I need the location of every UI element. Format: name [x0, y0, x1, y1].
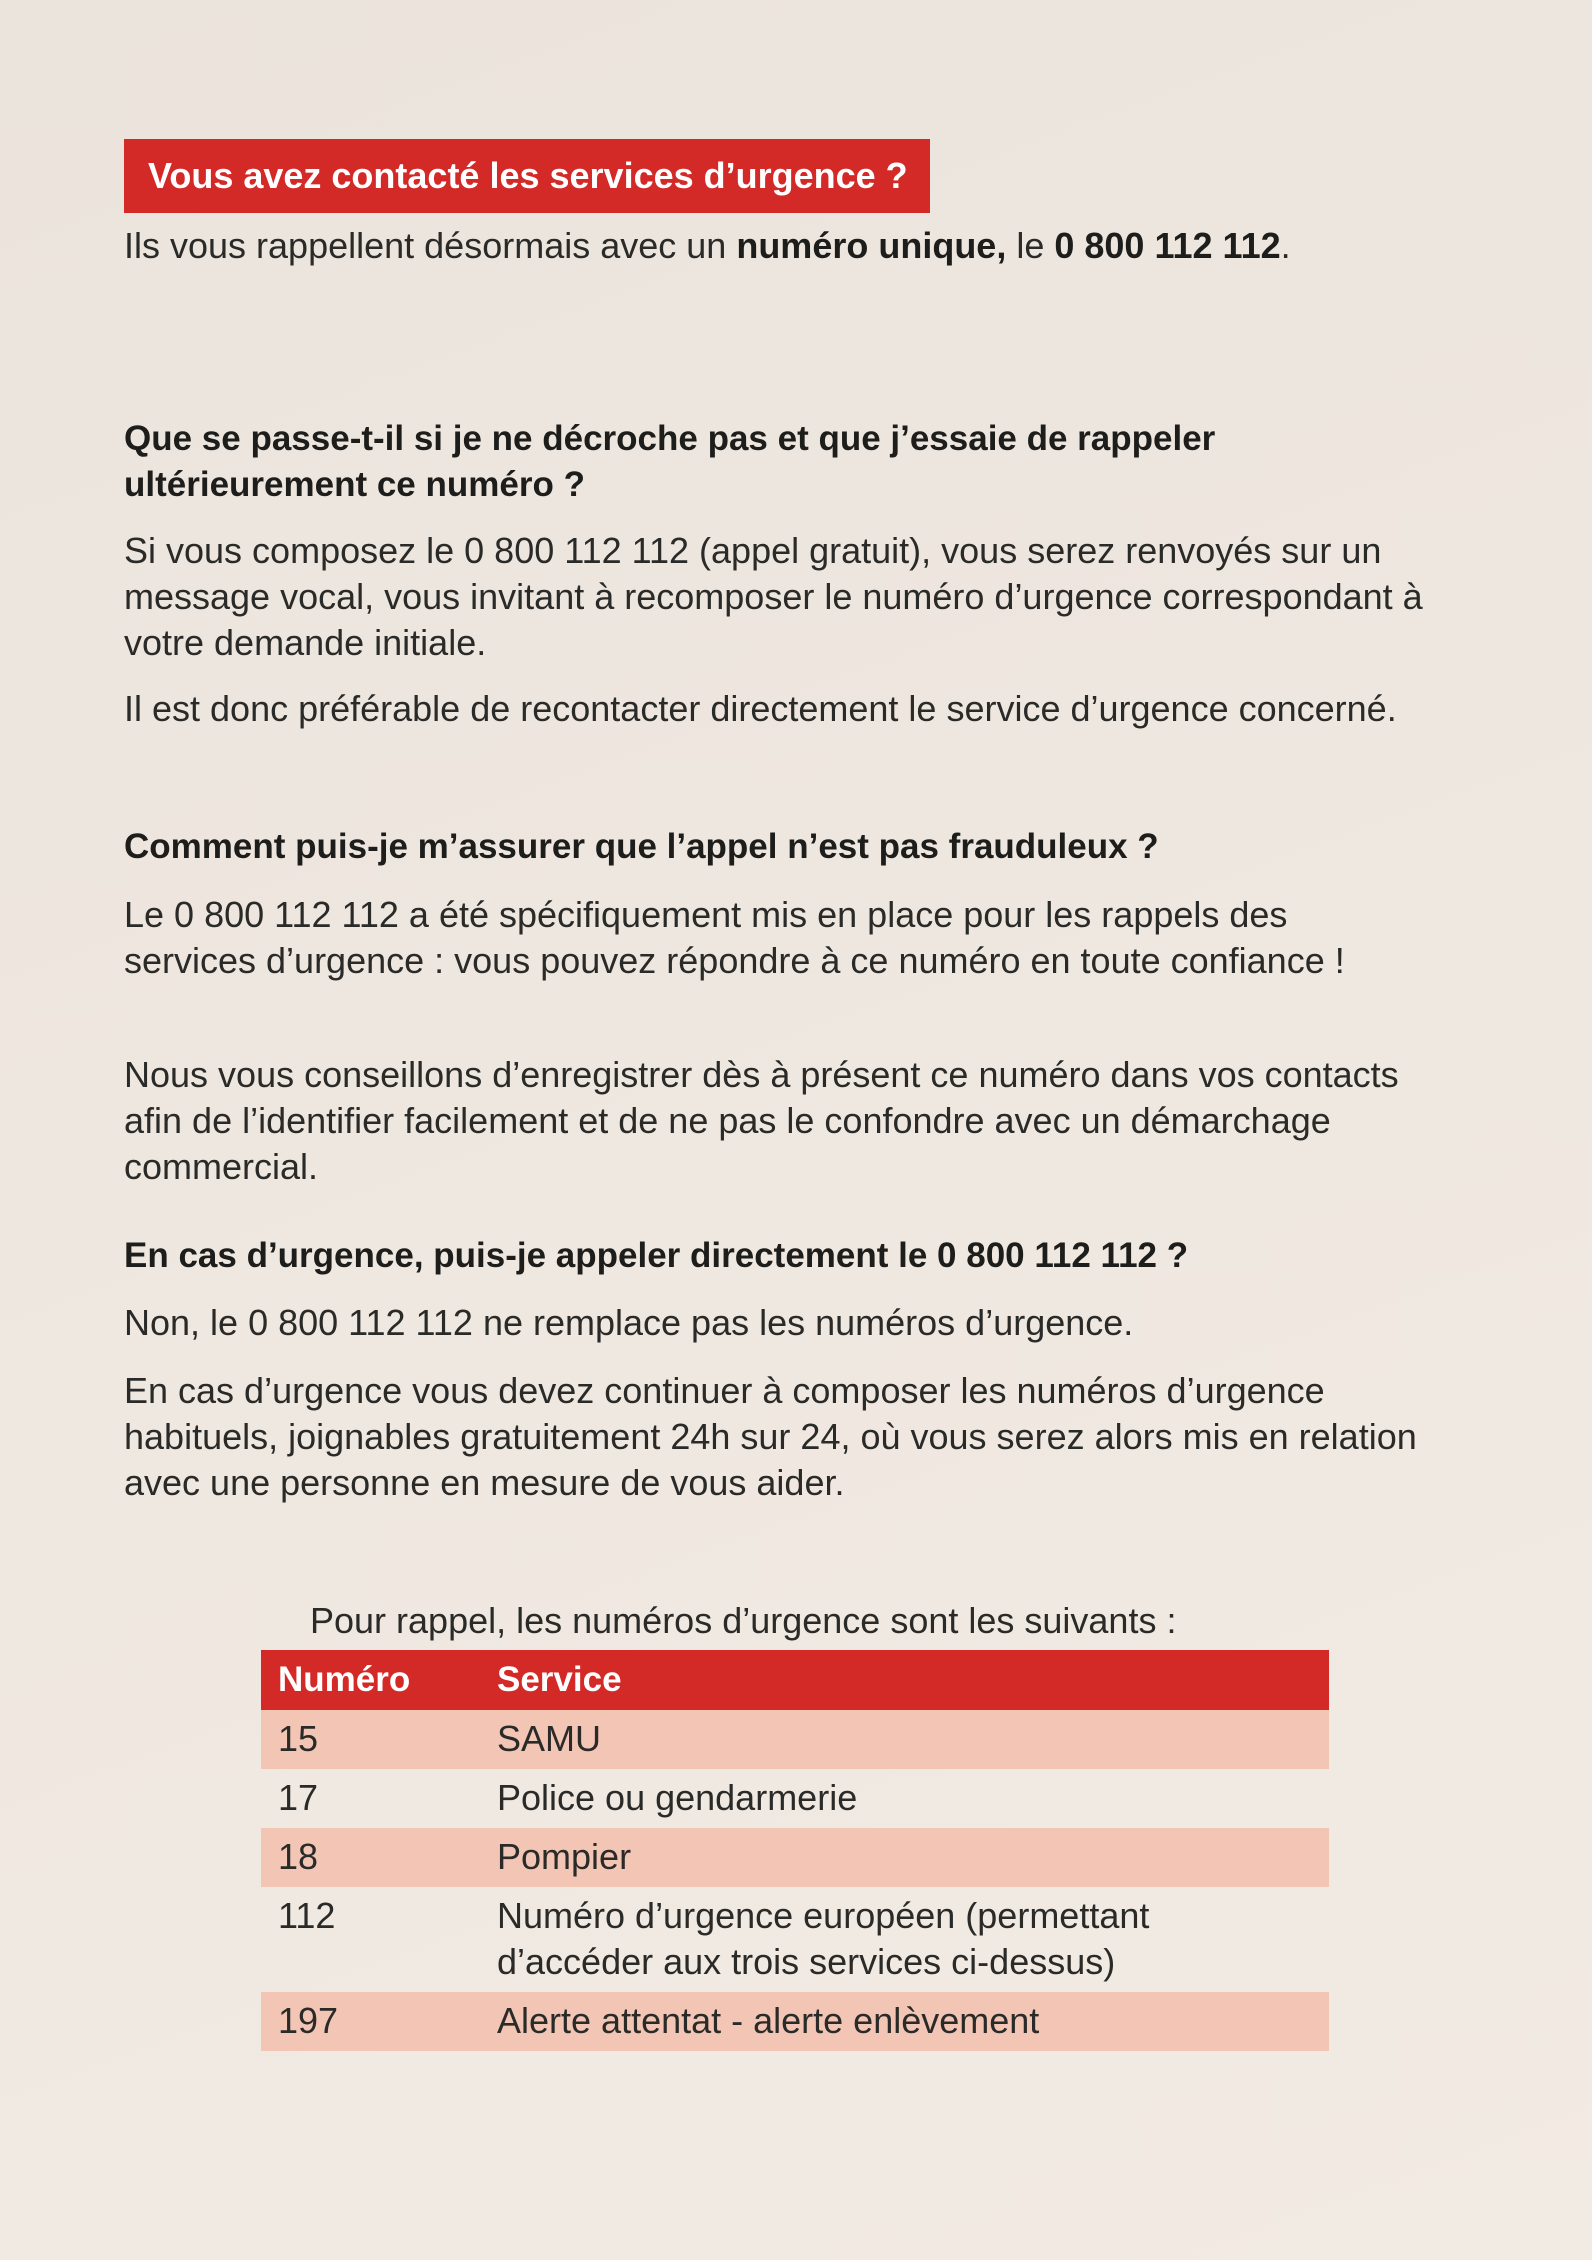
faq-answer-1-paragraph-2: Il est donc préférable de recontacter directement le service d’urgence concerné. [124, 688, 1397, 729]
header-number: Numéro [278, 1660, 411, 1699]
header-service: Service [497, 1660, 622, 1699]
faq-answer-1-paragraph-1: Si vous composez le 0 800 112 112 (appel gratuit), vous serez renvoyés sur un message vocal, vous invitant à recomposer le numéro d’urgence correspondant à votre demande initiale. [124, 530, 1423, 663]
intro-text-middle: le [1006, 225, 1055, 266]
cell-service: Numéro d’urgence européen (permettant d’accéder aux trois services ci-dessus) [497, 1895, 1150, 1982]
faq-answer-2-paragraph-1: Le 0 800 112 112 a été spécifiquement mis en place pour les rappels des services d’urgence : vous pouvez répondre à ce numéro en toute confiance ! [124, 894, 1345, 981]
intro-text-after: . [1280, 225, 1291, 266]
table-caption: Pour rappel, les numéros d’urgence sont les suivants : [310, 1600, 1177, 1641]
table-row [261, 1769, 1329, 1828]
intro-text-before: Ils vous rappellent désormais avec un [124, 225, 737, 266]
intro-bold-phone-number: 0 800 112 112 [1054, 225, 1281, 266]
faq-question-3: En cas d’urgence, puis-je appeler directement le 0 800 112 112 ? [124, 1236, 1189, 1275]
table-row [261, 1887, 1329, 1992]
table-row [261, 1710, 1329, 1769]
cell-service: SAMU [497, 1718, 602, 1759]
table-header-row [261, 1650, 1329, 1710]
faq-answer-2-paragraph-2: Nous vous conseillons d’enregistrer dès à présent ce numéro dans vos contacts afin de l’identifier facilement et de ne pas le confondre avec un démarchage commercial. [124, 1054, 1399, 1187]
cell-number: 15 [278, 1718, 319, 1759]
emergency-numbers-table [261, 1650, 1329, 2051]
table-row [261, 1828, 1329, 1887]
cell-number: 112 [278, 1895, 336, 1936]
cell-number: 197 [278, 2000, 339, 2041]
faq-question-1: Que se passe-t-il si je ne décroche pas et que j’essaie de rappeler ultérieurement ce numéro ? [124, 419, 1216, 504]
section-title-banner: Vous avez contacté les services d’urgence ? [124, 139, 930, 213]
faq-question-2: Comment puis-je m’assurer que l’appel n’est pas frauduleux ? [124, 827, 1159, 866]
cell-service: Police ou gendarmerie [497, 1777, 858, 1818]
cell-number: 17 [278, 1777, 319, 1818]
intro-paragraph [124, 220, 1464, 272]
intro-bold-unique-number: numéro unique, [736, 225, 1007, 266]
cell-service: Alerte attentat - alerte enlèvement [497, 2000, 1040, 2041]
faq-answer-3-paragraph-2: En cas d’urgence vous devez continuer à composer les numéros d’urgence habituels, joignables gratuitement 24h sur 24, où vous serez alors mis en relation avec une personne en mesure de vous aider. [124, 1370, 1417, 1503]
faq-answer-3-paragraph-1: Non, le 0 800 112 112 ne remplace pas les numéros d’urgence. [124, 1302, 1134, 1343]
cell-service: Pompier [497, 1836, 632, 1877]
table-row [261, 1992, 1329, 2051]
cell-number: 18 [278, 1836, 319, 1877]
